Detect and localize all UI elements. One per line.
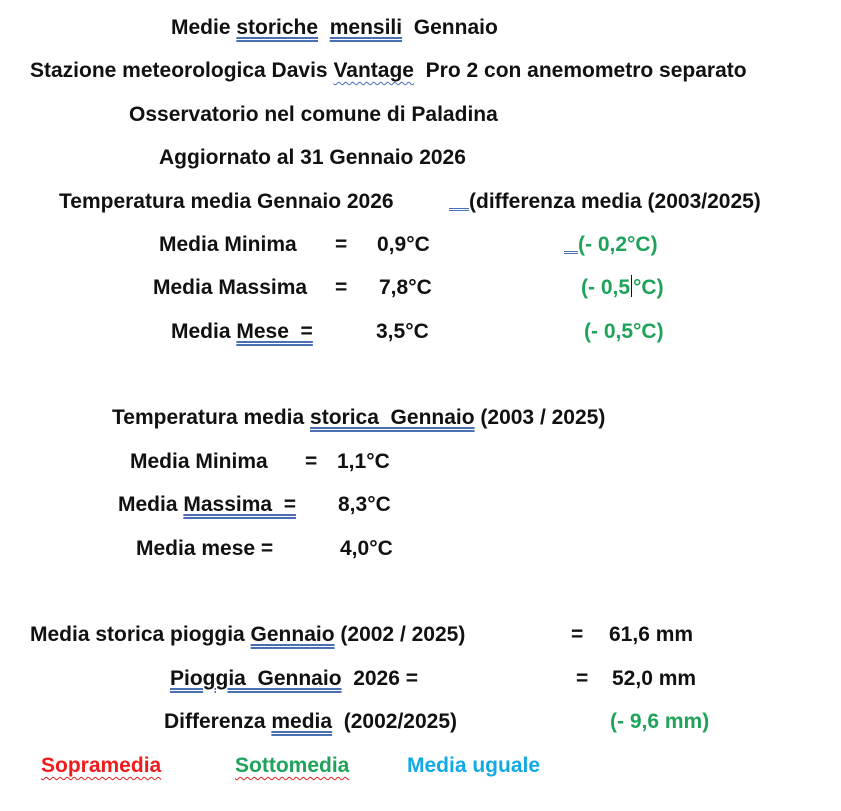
underline-marker bbox=[564, 250, 578, 254]
historical-heading bbox=[112, 405, 605, 431]
current-max-diff-line bbox=[581, 275, 664, 301]
current-min-value: 0,9°C bbox=[377, 233, 430, 256]
rain-current-value: 52,0 mm bbox=[612, 667, 697, 690]
current-max-diff-a: (- 0,5 bbox=[581, 276, 631, 299]
rain-historical-value: 61,6 mm bbox=[609, 623, 694, 646]
underline-marker bbox=[449, 207, 469, 211]
current-heading: Temperatura media Gennaio 2026 bbox=[59, 190, 394, 213]
diff-heading-line bbox=[449, 189, 761, 215]
diff-heading: (differenza media (2003/2025) bbox=[469, 190, 761, 213]
historical-min-eq: = bbox=[305, 450, 318, 473]
historical-min-label: Media Minima bbox=[130, 450, 268, 473]
current-min-eq: = bbox=[335, 233, 348, 256]
current-max-diff-b: °C) bbox=[633, 276, 664, 299]
title-pre: Medie bbox=[171, 16, 237, 39]
rain-diff-value: (- 9,6 mm) bbox=[610, 710, 710, 733]
legend-below bbox=[235, 753, 349, 779]
current-month-diff: (- 0,5°C) bbox=[584, 320, 664, 343]
rain-current-underlined: Pioggia Gennaio bbox=[170, 667, 342, 690]
current-month-label-underlined: Mese = bbox=[236, 320, 313, 343]
current-month-value: 3,5°C bbox=[376, 320, 429, 343]
rain-current-eq: = bbox=[576, 667, 589, 690]
current-max-eq: = bbox=[335, 276, 348, 299]
title-underlined-mensili: mensili bbox=[329, 16, 403, 39]
legend-below-label: Sottomedia bbox=[235, 754, 350, 777]
rain-historical-pre: Media storica pioggia bbox=[30, 623, 251, 646]
legend-above-label: Sopramedia bbox=[41, 754, 162, 777]
current-month-label-line bbox=[171, 319, 313, 345]
legend-equal: Media uguale bbox=[407, 754, 541, 777]
title-underlined-storiche: storiche bbox=[236, 16, 319, 39]
historical-max-label-line bbox=[118, 492, 296, 518]
current-min-label: Media Minima bbox=[159, 233, 297, 256]
rain-current-post: 2026 = bbox=[341, 667, 419, 690]
title-post: Gennaio bbox=[402, 16, 498, 39]
station-pre: Stazione meteorologica Davis bbox=[30, 59, 334, 82]
rain-historical-line bbox=[30, 622, 465, 648]
historical-heading-underlined: storica Gennaio bbox=[310, 406, 475, 429]
historical-max-value: 8,3°C bbox=[338, 493, 391, 516]
title-gap bbox=[318, 16, 330, 39]
rain-historical-eq: = bbox=[571, 623, 584, 646]
current-month-label-pre: Media bbox=[171, 320, 237, 343]
historical-month-value: 4,0°C bbox=[340, 537, 393, 560]
text-cursor bbox=[631, 275, 632, 297]
current-min-diff: (- 0,2°C) bbox=[578, 233, 658, 256]
rain-diff-line bbox=[164, 709, 457, 735]
title-line bbox=[171, 15, 498, 41]
observatory-line: Osservatorio nel comune di Paladina bbox=[129, 103, 498, 126]
historical-max-label-underlined: Massima = bbox=[183, 493, 297, 516]
current-max-value: 7,8°C bbox=[379, 276, 432, 299]
historical-min-value: 1,1°C bbox=[337, 450, 390, 473]
historical-month-label: Media mese = bbox=[136, 537, 274, 560]
updated-line: Aggiornato al 31 Gennaio 2026 bbox=[159, 146, 466, 169]
rain-diff-underlined: media bbox=[271, 710, 333, 733]
rain-diff-post: (2002/2025) bbox=[332, 710, 457, 733]
current-min-diff-line bbox=[564, 232, 658, 258]
historical-max-label-pre: Media bbox=[118, 493, 184, 516]
rain-diff-pre: Differenza bbox=[164, 710, 272, 733]
historical-heading-post: (2003 / 2025) bbox=[474, 406, 606, 429]
station-post: Pro 2 con anemometro separato bbox=[413, 59, 747, 82]
rain-current-line bbox=[170, 666, 418, 692]
station-line bbox=[30, 58, 747, 84]
legend-above bbox=[41, 753, 161, 779]
rain-historical-underlined: Gennaio bbox=[250, 623, 335, 646]
historical-heading-pre: Temperatura media bbox=[112, 406, 311, 429]
current-max-label: Media Massima bbox=[153, 276, 308, 299]
station-vantage: Vantage bbox=[333, 59, 414, 82]
rain-historical-post: (2002 / 2025) bbox=[334, 623, 466, 646]
